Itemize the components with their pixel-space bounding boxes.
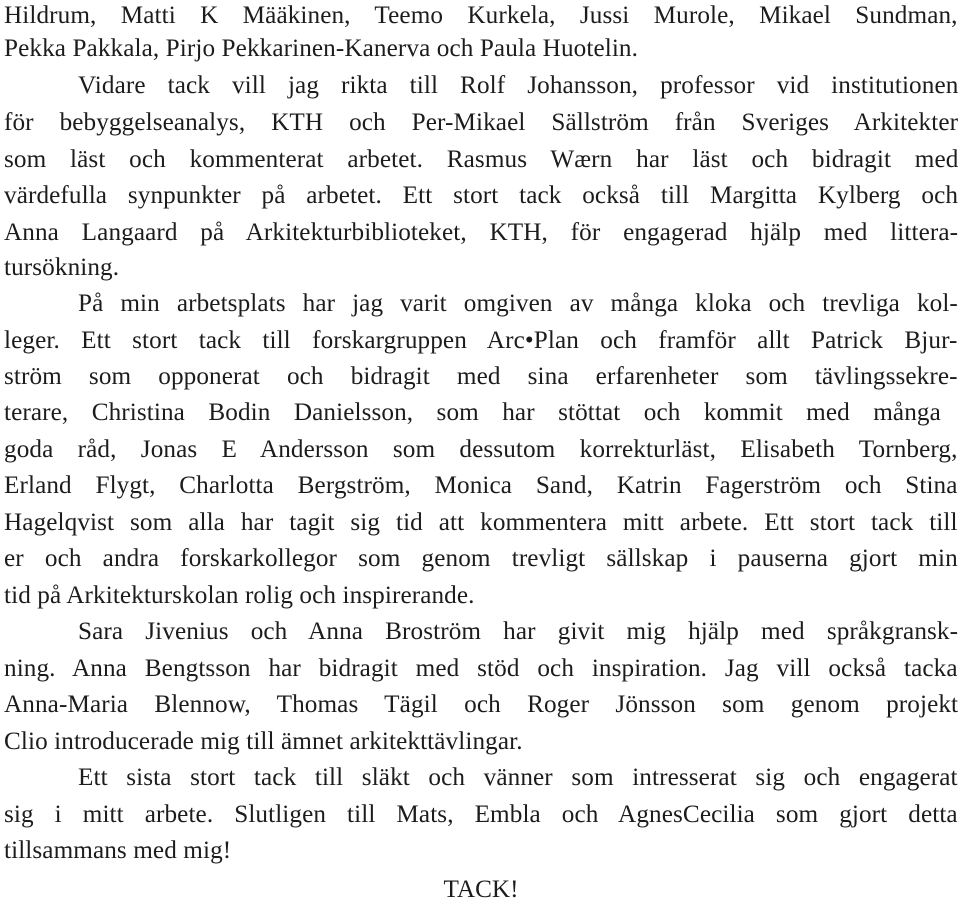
text-line: Anna Langaard på Arkitekturbiblioteket, KTH, för engagerad hjälp med littera-: [4, 219, 959, 246]
text-line: terare, Christina Bodin Danielsson, som har stöttat och kommit med många: [4, 399, 941, 426]
text-line: ström som opponerat och bidragit med sina erfarenheter som tävlingssekre-: [4, 363, 958, 390]
text-line: ning. Anna Bengtsson har bidragit med stöd och inspiration. Jag vill också tacka: [4, 655, 958, 682]
text-line: sig i mitt arbete. Slutligen till Mats, Embla och AgnesCecilia som gjort detta: [4, 801, 958, 828]
text-line: Pekka Pakkala, Pirjo Pekkarinen-Kanerva och Paula Huotelin.: [4, 35, 639, 62]
text-line: tid på Arkitekturskolan rolig och inspirerande.: [4, 582, 475, 609]
text-line: Anna-Maria Blennow, Thomas Tägil och Roger Jönsson som genom projekt: [4, 691, 959, 718]
text-line: Erland Flygt, Charlotta Bergström, Monica Sand, Katrin Fagerström och Stina: [4, 472, 958, 499]
text-line: Sara Jivenius och Anna Broström har givit mig hjälp med språkgransk-: [78, 618, 959, 645]
text-line: för bebyggelseanalys, KTH och Per-Mikael Sällström från Sveriges Arkitekter: [4, 109, 959, 136]
text-line: goda råd, Jonas E Andersson som dessutom korrekturläst, Elisabeth Tornberg,: [4, 436, 958, 463]
text-line: Hagelqvist som alla har tagit sig tid att kommentera mitt arbete. Ett stort tack till: [4, 509, 958, 536]
text-line: tursökning.: [4, 254, 120, 281]
text-line: Clio introducerade mig till ämnet arkitekttävlingar.: [4, 728, 523, 755]
document-page: [4, 0, 958, 905]
text-line: På min arbetsplats har jag varit omgiven av många kloka och trevliga kol-: [78, 290, 958, 317]
text-line: er och andra forskarkollegor som genom trevligt sällskap i pauserna gjort min: [4, 545, 958, 572]
text-line: leger. Ett stort tack till forskargruppen Arc•Plan och framför allt Patrick Bjur-: [4, 327, 958, 354]
text-line: som läst och kommenterat arbetet. Rasmus Wærn har läst och bidragit med: [4, 146, 959, 173]
text-line: Vidare tack vill jag rikta till Rolf Johansson, professor vid institutionen: [78, 72, 959, 99]
text-line: Ett sista stort tack till släkt och vänner som intresserat sig och engagerat: [78, 764, 958, 791]
closing-text: TACK!: [443, 876, 519, 903]
text-line: tillsammans med mig!: [4, 837, 232, 864]
text-line: Hildrum, Matti K Määkinen, Teemo Kurkela, Jussi Murole, Mikael Sundman,: [4, 2, 958, 29]
text-line: värdefulla synpunkter på arbetet. Ett stort tack också till Margitta Kylberg och: [4, 182, 959, 209]
